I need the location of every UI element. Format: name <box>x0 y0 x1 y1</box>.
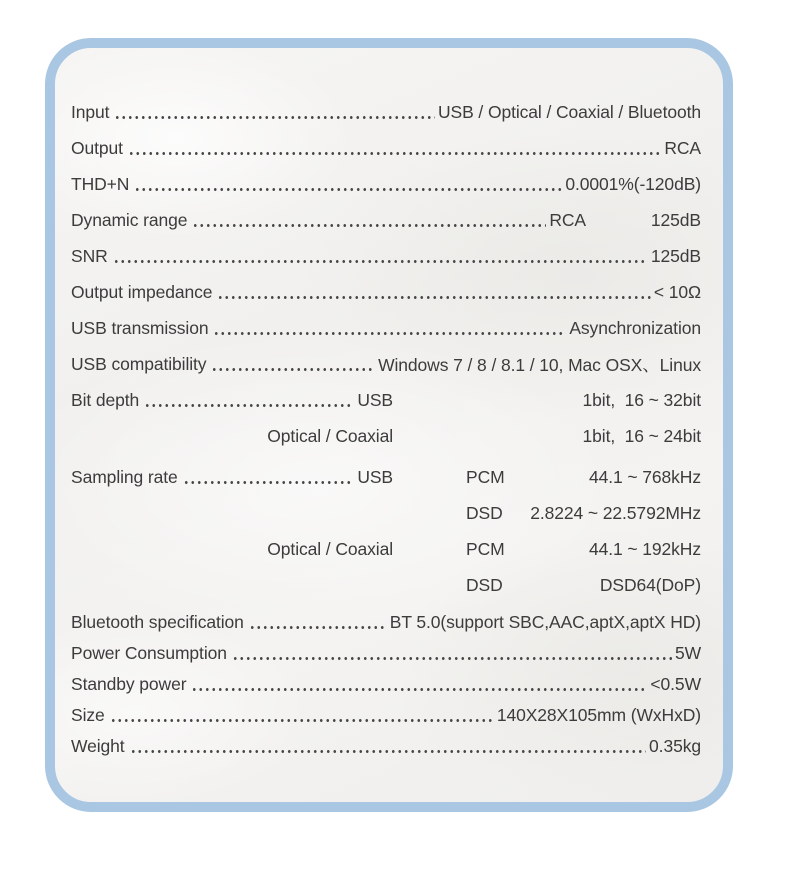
spec-value: 44.1 ~ 768kHz <box>588 466 701 487</box>
spec-value: USB / Optical / Coaxial / Bluetooth <box>437 101 701 122</box>
spec-row-sampling-optical-dsd <box>71 567 701 603</box>
spec-label: Size <box>71 705 105 725</box>
spec-label: USB transmission <box>71 317 209 338</box>
dotted-leader <box>232 645 672 662</box>
spec-row-output-impedance <box>71 274 701 310</box>
spec-sub-label: USB <box>357 466 393 487</box>
spec-label: Input <box>71 101 110 122</box>
spec-value: <0.5W <box>650 674 701 694</box>
spec-row-bit-depth-usb <box>71 382 701 418</box>
dotted-leader <box>191 676 647 693</box>
spec-row-power-consumption <box>71 638 701 669</box>
spec-value: 140X28X105mm (WxHxD) <box>496 705 701 725</box>
spec-value: < 10Ω <box>653 281 701 302</box>
spec-row-usb-compatibility <box>71 346 701 382</box>
spec-value: 2.8224 ~ 22.5792MHz <box>530 502 701 523</box>
spec-value: Windows 7 / 8 / 8.1 / 10, Mac OSX、Linux <box>378 354 701 375</box>
dotted-leader <box>128 140 661 157</box>
spec-row-weight <box>71 731 701 762</box>
dotted-leader <box>192 212 546 229</box>
spec-value: 1bit, 16 ~ 32bit <box>582 389 701 410</box>
spec-row-bit-depth-optical <box>71 418 701 454</box>
spec-row-bluetooth <box>71 607 701 638</box>
spec-card <box>45 38 733 812</box>
dotted-leader <box>110 707 494 724</box>
spec-label: Output impedance <box>71 281 213 302</box>
spec-value: 125dB <box>650 209 701 230</box>
dotted-leader <box>144 392 353 409</box>
dotted-leader <box>130 738 646 755</box>
spec-value: Asynchronization <box>569 317 701 338</box>
spec-label: Standby power <box>71 674 187 694</box>
spec-row-size <box>71 700 701 731</box>
spec-value: RCA <box>664 137 701 158</box>
dotted-leader <box>134 176 562 193</box>
spec-row-thdn <box>71 166 701 202</box>
dotted-leader <box>211 356 375 373</box>
spec-value: 5W <box>674 643 701 663</box>
spec-value: DSD64(DoP) <box>599 574 701 595</box>
spec-row-sampling-usb-dsd <box>71 495 701 531</box>
spec-sub-label: RCA <box>549 209 586 230</box>
dotted-leader <box>113 248 648 265</box>
spec-sub-label: USB <box>357 389 393 410</box>
spec-sub-label: Optical / Coaxial <box>267 425 393 446</box>
spec-format-label: DSD <box>466 502 503 523</box>
spec-value: 0.35kg <box>649 736 701 756</box>
spec-row-snr <box>71 238 701 274</box>
spec-format-label: PCM <box>466 538 505 559</box>
spec-value: 0.0001%(-120dB) <box>565 173 701 194</box>
dotted-leader <box>217 284 650 301</box>
spec-row-standby-power <box>71 669 701 700</box>
spec-format-label: PCM <box>466 466 505 487</box>
spec-label: Weight <box>71 736 125 756</box>
spec-value: BT 5.0(support SBC,AAC,aptX,aptX HD) <box>389 612 701 632</box>
spec-label: THD+N <box>71 173 130 194</box>
spec-row-output <box>71 130 701 166</box>
spec-label: Bit depth <box>71 389 140 410</box>
spec-row-input <box>71 94 701 130</box>
spec-list <box>71 94 701 762</box>
spec-sub-label: Optical / Coaxial <box>267 538 393 559</box>
spec-label: USB compatibility <box>71 353 207 374</box>
spec-label: Bluetooth specification <box>71 612 244 632</box>
spec-label: Power Consumption <box>71 643 227 663</box>
spec-row-usb-transmission <box>71 310 701 346</box>
spec-label: Output <box>71 137 123 158</box>
spec-format-label: DSD <box>466 574 503 595</box>
spec-label: SNR <box>71 245 108 266</box>
spec-value: 125dB <box>650 245 701 266</box>
spec-label: Dynamic range <box>71 209 188 230</box>
dotted-leader <box>249 614 387 631</box>
spec-value: 44.1 ~ 192kHz <box>588 538 701 559</box>
dotted-leader <box>183 469 354 486</box>
dotted-leader <box>114 104 435 121</box>
spec-label: Sampling rate <box>71 466 178 487</box>
spec-row-sampling-usb-pcm <box>71 459 701 495</box>
spec-row-dynamic-range <box>71 202 701 238</box>
spec-value: 1bit, 16 ~ 24bit <box>582 425 701 446</box>
spec-row-sampling-optical-pcm <box>71 531 701 567</box>
dotted-leader <box>213 320 566 337</box>
